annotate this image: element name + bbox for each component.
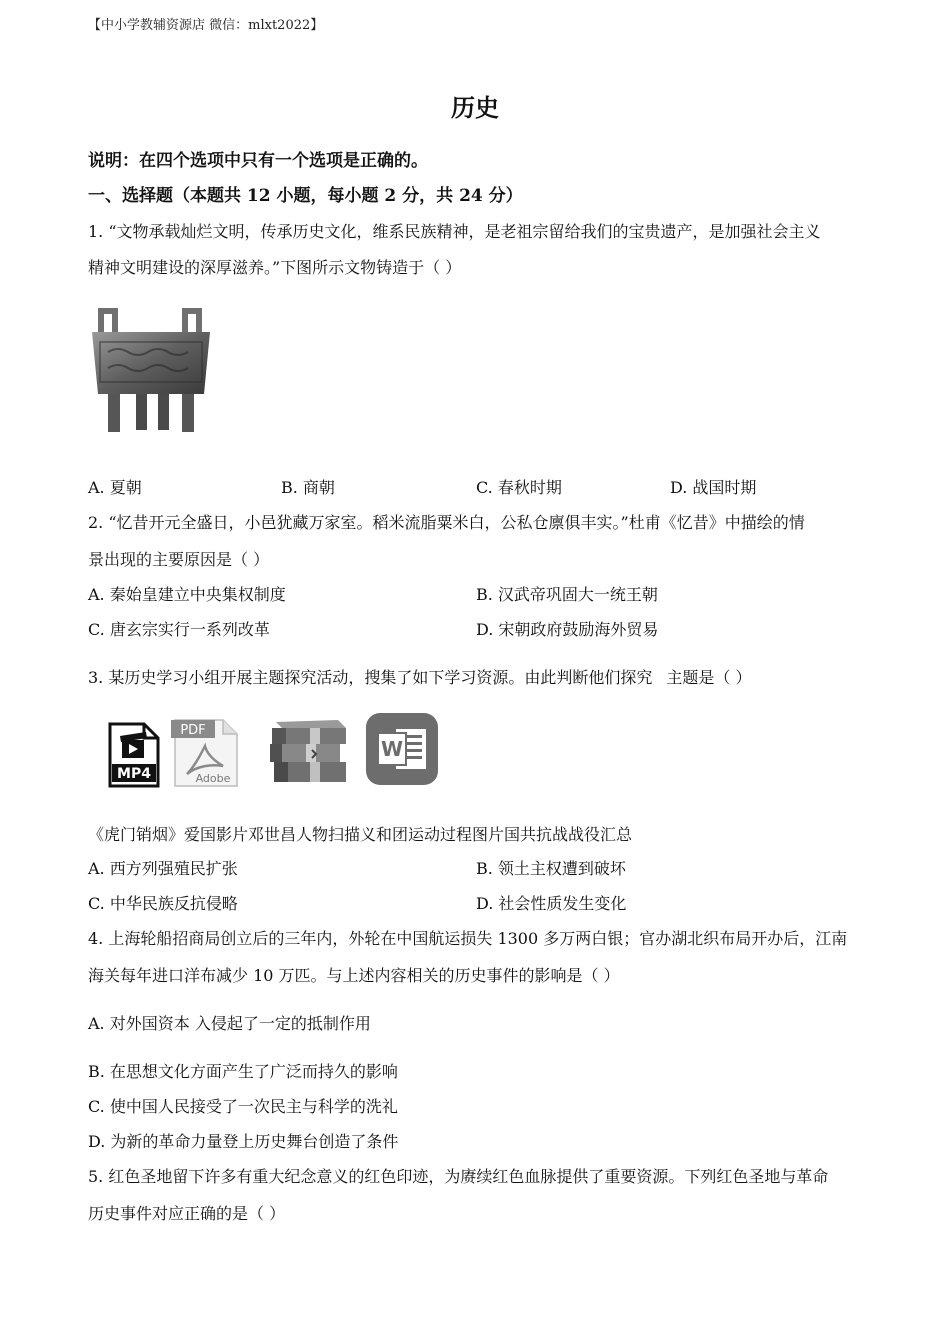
q3-option-d[interactable]: D. 社会性质发生变化 [476,894,627,913]
word-label: W [380,737,404,761]
q1-stem-line1: 1. “文物承载灿烂文明，传承历史文化，维系民族精神，是老祖宗留给我们的宝贵遗产，是加强社会主义 [88,222,821,241]
mp4-file-icon [108,722,160,788]
q4-option-c[interactable]: C. 使中国人民接受了一次民主与科学的洗礼 [88,1097,398,1116]
q3-option-a[interactable]: A. 西方列强殖民扩张 [88,859,238,878]
q3-stem [88,665,751,688]
q1-stem-line2: 精神文明建设的深厚滋养。”下图所示文物铸造于（ ） [88,258,462,277]
q3-option-b[interactable]: B. 领土主权遭到破坏 [476,859,626,878]
q5-stem-line2: 历史事件对应正确的是（ ） [88,1204,286,1223]
q3-stem-part2: 主题是（ ） [666,668,752,687]
q1-option-c[interactable]: C. 春秋时期 [476,478,562,497]
q2-option-c[interactable]: C. 唐玄宗实行一系列改革 [88,620,270,639]
source-header: 【中小学教辅资源店 微信：mlxt2022】 [88,18,324,33]
pdf-file-icon [171,716,241,788]
q1-option-a[interactable]: A. 夏朝 [88,478,142,497]
page-title: 历史 [451,93,499,122]
q2-stem-line1: 2. “忆昔开元全盛日，小邑犹藏万家室。稻米流脂粟米白，公私仓廪俱丰实。”杜甫《忆昔》中描绘的情 [88,513,805,532]
instruction: 说明：在四个选项中只有一个选项是正确的。 [88,151,428,171]
q2-stem-line2: 景出现的主要原因是（ ） [88,550,270,569]
q4-option-d[interactable]: D. 为新的革命力量登上历史舞台创造了条件 [88,1132,399,1151]
q5-stem-line1: 5. 红色圣地留下许多有重大纪念意义的红色印迹，为赓续红色血脉提供了重要资源。下列红色圣地与革命 [88,1167,829,1186]
q3-option-c[interactable]: C. 中华民族反抗侵略 [88,894,238,913]
q1-option-d[interactable]: D. 战国时期 [670,478,757,497]
archive-books-icon [268,718,350,786]
q4-stem-line2: 海关每年进口洋布减少 10 万匹。与上述内容相关的历史事件的影响是（ ） [88,966,620,985]
q2-option-b[interactable]: B. 汉武帝巩固大一统王朝 [476,585,658,604]
section-heading: 一、选择题（本题共 12 小题，每小题 2 分，共 24 分） [88,186,523,206]
q3-stem-part1: 3. 某历史学习小组开展主题探究活动，搜集了如下学习资源。由此判断他们探究 [88,668,653,687]
q2-option-a[interactable]: A. 秦始皇建立中央集权制度 [88,585,286,604]
pdf-label: PDF [180,723,206,738]
mp4-label: MP4 [117,766,151,782]
q1-option-b[interactable]: B. 商朝 [281,478,335,497]
bronze-ding-image [88,302,214,436]
q4-stem-line1: 4. 上海轮船招商局创立后的三年内，外轮在中国航运损失 1300 多万两白银；官办湖北织布局开办后，江南 [88,929,848,948]
adobe-label: Adobe [195,772,231,785]
q4-option-b[interactable]: B. 在思想文化方面产生了广泛而持久的影响 [88,1062,398,1081]
q2-option-d[interactable]: D. 宋朝政府鼓励海外贸易 [476,620,659,639]
word-doc-icon [364,711,440,787]
q4-option-a[interactable]: A. 对外国资本 入侵起了一定的抵制作用 [88,1014,371,1033]
q3-resource-captions: 《虎门销烟》爱国影片邓世昌人物扫描义和团运动过程图片国共抗战战役汇总 [88,825,633,844]
